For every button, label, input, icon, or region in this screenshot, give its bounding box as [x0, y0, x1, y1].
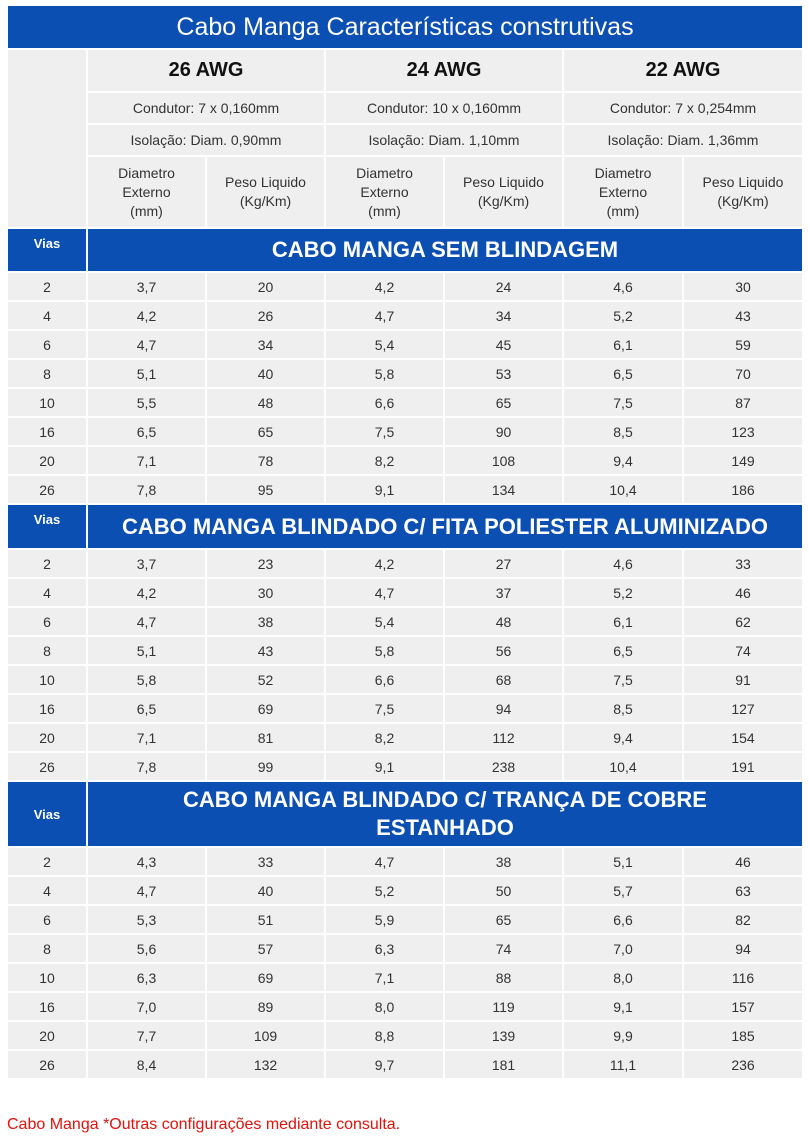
diameter-26-cell: 4,7 — [87, 607, 206, 636]
diameter-22-cell: 9,4 — [563, 446, 683, 475]
diameter-22-cell: 10,4 — [563, 752, 683, 781]
condutor-22: Condutor: 7 x 0,254mm — [563, 92, 803, 124]
weight-22-cell: 94 — [683, 934, 803, 963]
weight-24-cell: 139 — [444, 1021, 563, 1050]
diameter-26-cell: 3,7 — [87, 272, 206, 301]
weight-header-line: Peso Liquido — [702, 174, 784, 190]
vias-cell: 8 — [7, 359, 87, 388]
weight-26-cell: 69 — [206, 963, 325, 992]
diameter-24-cell: 8,8 — [325, 1021, 444, 1050]
vias-cell: 20 — [7, 723, 87, 752]
weight-24-cell: 34 — [444, 301, 563, 330]
diameter-26-cell: 8,4 — [87, 1050, 206, 1079]
table-row — [7, 934, 803, 963]
weight-22-cell: 185 — [683, 1021, 803, 1050]
weight-22-cell: 154 — [683, 723, 803, 752]
weight-24-cell: 53 — [444, 359, 563, 388]
weight-24-cell: 94 — [444, 694, 563, 723]
diameter-26-cell: 6,3 — [87, 963, 206, 992]
diameter-24-cell: 9,7 — [325, 1050, 444, 1079]
column-header-row — [7, 156, 803, 228]
table-row — [7, 752, 803, 781]
vias-cell: 16 — [7, 992, 87, 1021]
vias-cell: 6 — [7, 607, 87, 636]
diameter-header — [87, 156, 206, 228]
weight-22-cell: 116 — [683, 963, 803, 992]
weight-22-cell: 186 — [683, 475, 803, 504]
diameter-22-cell: 6,5 — [563, 359, 683, 388]
vias-cell: 4 — [7, 578, 87, 607]
diameter-22-cell: 4,6 — [563, 272, 683, 301]
diameter-26-cell: 5,8 — [87, 665, 206, 694]
vias-cell: 6 — [7, 330, 87, 359]
weight-22-cell: 74 — [683, 636, 803, 665]
weight-26-cell: 69 — [206, 694, 325, 723]
weight-26-cell: 65 — [206, 417, 325, 446]
table-row — [7, 359, 803, 388]
section-title-line: CABO MANGA BLINDADO C/ TRANÇA DE COBRE — [183, 787, 707, 812]
weight-24-cell: 65 — [444, 388, 563, 417]
gauge-24-heading: 24 AWG — [325, 49, 563, 92]
vias-cell: 26 — [7, 475, 87, 504]
weight-24-cell: 108 — [444, 446, 563, 475]
weight-22-cell: 149 — [683, 446, 803, 475]
table-row — [7, 992, 803, 1021]
diameter-22-cell: 6,5 — [563, 636, 683, 665]
section-title-line: CABO MANGA SEM BLINDAGEM — [271, 237, 619, 262]
gauge-row — [7, 49, 803, 92]
weight-24-cell: 74 — [444, 934, 563, 963]
diameter-24-cell: 5,4 — [325, 330, 444, 359]
weight-24-cell: 38 — [444, 847, 563, 876]
weight-24-cell: 37 — [444, 578, 563, 607]
vias-cell: 2 — [7, 272, 87, 301]
weight-22-cell: 157 — [683, 992, 803, 1021]
diameter-24-cell: 7,5 — [325, 694, 444, 723]
vias-cell: 20 — [7, 446, 87, 475]
diameter-22-cell: 4,6 — [563, 549, 683, 578]
diameter-24-cell: 4,2 — [325, 549, 444, 578]
weight-26-cell: 99 — [206, 752, 325, 781]
isolacao-24: Isolação: Diam. 1,10mm — [325, 124, 563, 156]
diameter-22-cell: 5,2 — [563, 301, 683, 330]
section-header-row — [7, 228, 803, 272]
weight-26-cell: 51 — [206, 905, 325, 934]
vias-cell: 16 — [7, 417, 87, 446]
weight-22-cell: 87 — [683, 388, 803, 417]
diameter-header-line: Diametro — [356, 164, 413, 181]
weight-24-cell: 56 — [444, 636, 563, 665]
diameter-26-cell: 7,7 — [87, 1021, 206, 1050]
table-row — [7, 723, 803, 752]
weight-24-cell: 24 — [444, 272, 563, 301]
vias-label: Vias — [7, 781, 87, 847]
weight-header — [683, 156, 803, 228]
weight-24-cell: 48 — [444, 607, 563, 636]
diameter-26-cell: 4,2 — [87, 578, 206, 607]
diameter-22-cell: 9,9 — [563, 1021, 683, 1050]
isolacao-26: Isolação: Diam. 0,90mm — [87, 124, 325, 156]
weight-24-cell: 88 — [444, 963, 563, 992]
diameter-24-cell: 8,2 — [325, 723, 444, 752]
diameter-26-cell: 7,8 — [87, 475, 206, 504]
weight-header-line: Peso Liquido — [463, 174, 544, 190]
diameter-24-cell: 6,3 — [325, 934, 444, 963]
gauge-22-heading: 22 AWG — [563, 49, 803, 92]
weight-26-cell: 132 — [206, 1050, 325, 1079]
weight-26-cell: 57 — [206, 934, 325, 963]
weight-22-cell: 33 — [683, 549, 803, 578]
table-row — [7, 578, 803, 607]
diameter-24-cell: 4,2 — [325, 272, 444, 301]
weight-header-line: (Kg/Km) — [477, 193, 530, 209]
weight-26-cell: 109 — [206, 1021, 325, 1050]
diameter-header-line: (mm) — [606, 202, 640, 219]
diameter-26-cell: 4,2 — [87, 301, 206, 330]
weight-24-cell: 90 — [444, 417, 563, 446]
weight-22-cell: 63 — [683, 876, 803, 905]
condutor-26: Condutor: 7 x 0,160mm — [87, 92, 325, 124]
vias-cell: 26 — [7, 1050, 87, 1079]
weight-26-cell: 33 — [206, 847, 325, 876]
table-row — [7, 905, 803, 934]
table-row — [7, 330, 803, 359]
section-title-line: ESTANHADO — [376, 815, 514, 840]
table-row — [7, 694, 803, 723]
diameter-24-cell: 7,5 — [325, 417, 444, 446]
vias-cell: 2 — [7, 549, 87, 578]
diameter-header-line: Diametro — [594, 164, 652, 181]
weight-26-cell: 30 — [206, 578, 325, 607]
weight-26-cell: 26 — [206, 301, 325, 330]
weight-22-cell: 30 — [683, 272, 803, 301]
vias-cell: 4 — [7, 301, 87, 330]
diameter-24-cell: 8,0 — [325, 992, 444, 1021]
vias-cell: 10 — [7, 665, 87, 694]
diameter-22-cell: 9,4 — [563, 723, 683, 752]
weight-26-cell: 40 — [206, 359, 325, 388]
vias-cell: 10 — [7, 963, 87, 992]
weight-26-cell: 43 — [206, 636, 325, 665]
weight-22-cell: 91 — [683, 665, 803, 694]
diameter-22-cell: 8,5 — [563, 694, 683, 723]
diameter-22-cell: 6,1 — [563, 607, 683, 636]
diameter-26-cell: 7,0 — [87, 992, 206, 1021]
footnote: Cabo Manga *Outras configurações mediante consulta. — [7, 1116, 401, 1133]
table-row — [7, 876, 803, 905]
diameter-22-cell: 6,6 — [563, 905, 683, 934]
weight-22-cell: 82 — [683, 905, 803, 934]
table-row — [7, 1050, 803, 1079]
diameter-26-cell: 7,1 — [87, 446, 206, 475]
title-row — [7, 5, 803, 49]
condutor-24: Condutor: 10 x 0,160mm — [325, 92, 563, 124]
weight-26-cell: 20 — [206, 272, 325, 301]
vias-cell: 4 — [7, 876, 87, 905]
weight-24-cell: 50 — [444, 876, 563, 905]
vias-cell: 20 — [7, 1021, 87, 1050]
weight-24-cell: 45 — [444, 330, 563, 359]
vias-cell: 16 — [7, 694, 87, 723]
weight-header-line: (Kg/Km) — [239, 193, 292, 209]
diameter-header — [325, 156, 444, 228]
diameter-24-cell: 4,7 — [325, 847, 444, 876]
diameter-24-cell: 7,1 — [325, 963, 444, 992]
gauge-26-heading: 26 AWG — [87, 49, 325, 92]
diameter-26-cell: 6,5 — [87, 694, 206, 723]
weight-24-cell: 65 — [444, 905, 563, 934]
diameter-22-cell: 6,1 — [563, 330, 683, 359]
vias-cell: 26 — [7, 752, 87, 781]
diameter-22-cell: 11,1 — [563, 1050, 683, 1079]
weight-24-cell: 181 — [444, 1050, 563, 1079]
section-header-row — [7, 504, 803, 549]
diameter-24-cell: 9,1 — [325, 752, 444, 781]
corner-cell — [7, 49, 87, 228]
table-row — [7, 388, 803, 417]
table-row — [7, 272, 803, 301]
table-title: Cabo Manga Características construtivas — [7, 5, 803, 49]
diameter-22-cell: 9,1 — [563, 992, 683, 1021]
weight-header — [206, 156, 325, 228]
weight-26-cell: 95 — [206, 475, 325, 504]
section-title — [87, 228, 803, 272]
table-row — [7, 549, 803, 578]
isolacao-22: Isolação: Diam. 1,36mm — [563, 124, 803, 156]
diameter-24-cell: 5,8 — [325, 636, 444, 665]
weight-26-cell: 23 — [206, 549, 325, 578]
diameter-26-cell: 7,8 — [87, 752, 206, 781]
weight-26-cell: 78 — [206, 446, 325, 475]
diameter-header-line: Externo — [360, 183, 409, 200]
diameter-24-cell: 9,1 — [325, 475, 444, 504]
weight-22-cell: 59 — [683, 330, 803, 359]
weight-24-cell: 119 — [444, 992, 563, 1021]
diameter-22-cell: 5,1 — [563, 847, 683, 876]
diameter-22-cell: 5,2 — [563, 578, 683, 607]
weight-header — [444, 156, 563, 228]
section-header-row — [7, 781, 803, 847]
diameter-22-cell: 5,7 — [563, 876, 683, 905]
diameter-24-cell: 5,2 — [325, 876, 444, 905]
diameter-22-cell: 8,0 — [563, 963, 683, 992]
table-row — [7, 607, 803, 636]
diameter-26-cell: 5,5 — [87, 388, 206, 417]
diameter-header-line: (mm) — [130, 202, 163, 219]
diameter-26-cell: 6,5 — [87, 417, 206, 446]
table-row — [7, 665, 803, 694]
vias-cell: 2 — [7, 847, 87, 876]
vias-cell: 8 — [7, 636, 87, 665]
diameter-26-cell: 3,7 — [87, 549, 206, 578]
diameter-22-cell: 7,0 — [563, 934, 683, 963]
vias-cell: 8 — [7, 934, 87, 963]
weight-header-line: Peso Liquido — [225, 174, 306, 190]
diameter-header-line: Externo — [598, 183, 648, 200]
diameter-26-cell: 5,3 — [87, 905, 206, 934]
section-title-line: CABO MANGA BLINDADO C/ FITA POLIESTER ALUMINIZADO — [121, 513, 769, 539]
weight-22-cell: 123 — [683, 417, 803, 446]
diameter-26-cell: 5,6 — [87, 934, 206, 963]
weight-26-cell: 81 — [206, 723, 325, 752]
diameter-24-cell: 4,7 — [325, 578, 444, 607]
diameter-24-cell: 5,4 — [325, 607, 444, 636]
weight-22-cell: 46 — [683, 847, 803, 876]
diameter-22-cell: 10,4 — [563, 475, 683, 504]
table-row — [7, 1021, 803, 1050]
table-row — [7, 417, 803, 446]
weight-22-cell: 191 — [683, 752, 803, 781]
weight-24-cell: 68 — [444, 665, 563, 694]
table-row — [7, 847, 803, 876]
diameter-24-cell: 8,2 — [325, 446, 444, 475]
weight-header-line: (Kg/Km) — [717, 193, 769, 209]
weight-22-cell: 62 — [683, 607, 803, 636]
weight-26-cell: 89 — [206, 992, 325, 1021]
table-row — [7, 475, 803, 504]
diameter-header-line: Externo — [122, 183, 171, 200]
diameter-header-line: Diametro — [118, 164, 175, 181]
weight-26-cell: 40 — [206, 876, 325, 905]
weight-26-cell: 52 — [206, 665, 325, 694]
diameter-26-cell: 5,1 — [87, 359, 206, 388]
table-row — [7, 446, 803, 475]
weight-24-cell: 112 — [444, 723, 563, 752]
diameter-24-cell: 4,7 — [325, 301, 444, 330]
diameter-26-cell: 4,3 — [87, 847, 206, 876]
condutor-row — [7, 92, 803, 124]
table-row — [7, 301, 803, 330]
weight-22-cell: 43 — [683, 301, 803, 330]
diameter-26-cell: 4,7 — [87, 876, 206, 905]
diameter-22-cell: 7,5 — [563, 665, 683, 694]
diameter-26-cell: 5,1 — [87, 636, 206, 665]
diameter-header-line: (mm) — [368, 202, 401, 219]
weight-22-cell: 127 — [683, 694, 803, 723]
weight-26-cell: 38 — [206, 607, 325, 636]
diameter-24-cell: 5,9 — [325, 905, 444, 934]
table-row — [7, 963, 803, 992]
diameter-24-cell: 6,6 — [325, 388, 444, 417]
table-row — [7, 636, 803, 665]
weight-26-cell: 48 — [206, 388, 325, 417]
weight-24-cell: 27 — [444, 549, 563, 578]
diameter-22-cell: 8,5 — [563, 417, 683, 446]
weight-22-cell: 46 — [683, 578, 803, 607]
diameter-24-cell: 5,8 — [325, 359, 444, 388]
vias-label: Vias — [7, 228, 87, 272]
diameter-26-cell: 4,7 — [87, 330, 206, 359]
diameter-22-cell: 7,5 — [563, 388, 683, 417]
vias-cell: 10 — [7, 388, 87, 417]
section-title — [87, 504, 803, 549]
specs-table — [6, 4, 804, 1080]
weight-24-cell: 238 — [444, 752, 563, 781]
diameter-header — [563, 156, 683, 228]
weight-26-cell: 34 — [206, 330, 325, 359]
diameter-24-cell: 6,6 — [325, 665, 444, 694]
section-title — [87, 781, 803, 847]
isolacao-row — [7, 124, 803, 156]
vias-cell: 6 — [7, 905, 87, 934]
vias-label: Vias — [7, 504, 87, 549]
diameter-26-cell: 7,1 — [87, 723, 206, 752]
weight-22-cell: 70 — [683, 359, 803, 388]
weight-24-cell: 134 — [444, 475, 563, 504]
weight-22-cell: 236 — [683, 1050, 803, 1079]
